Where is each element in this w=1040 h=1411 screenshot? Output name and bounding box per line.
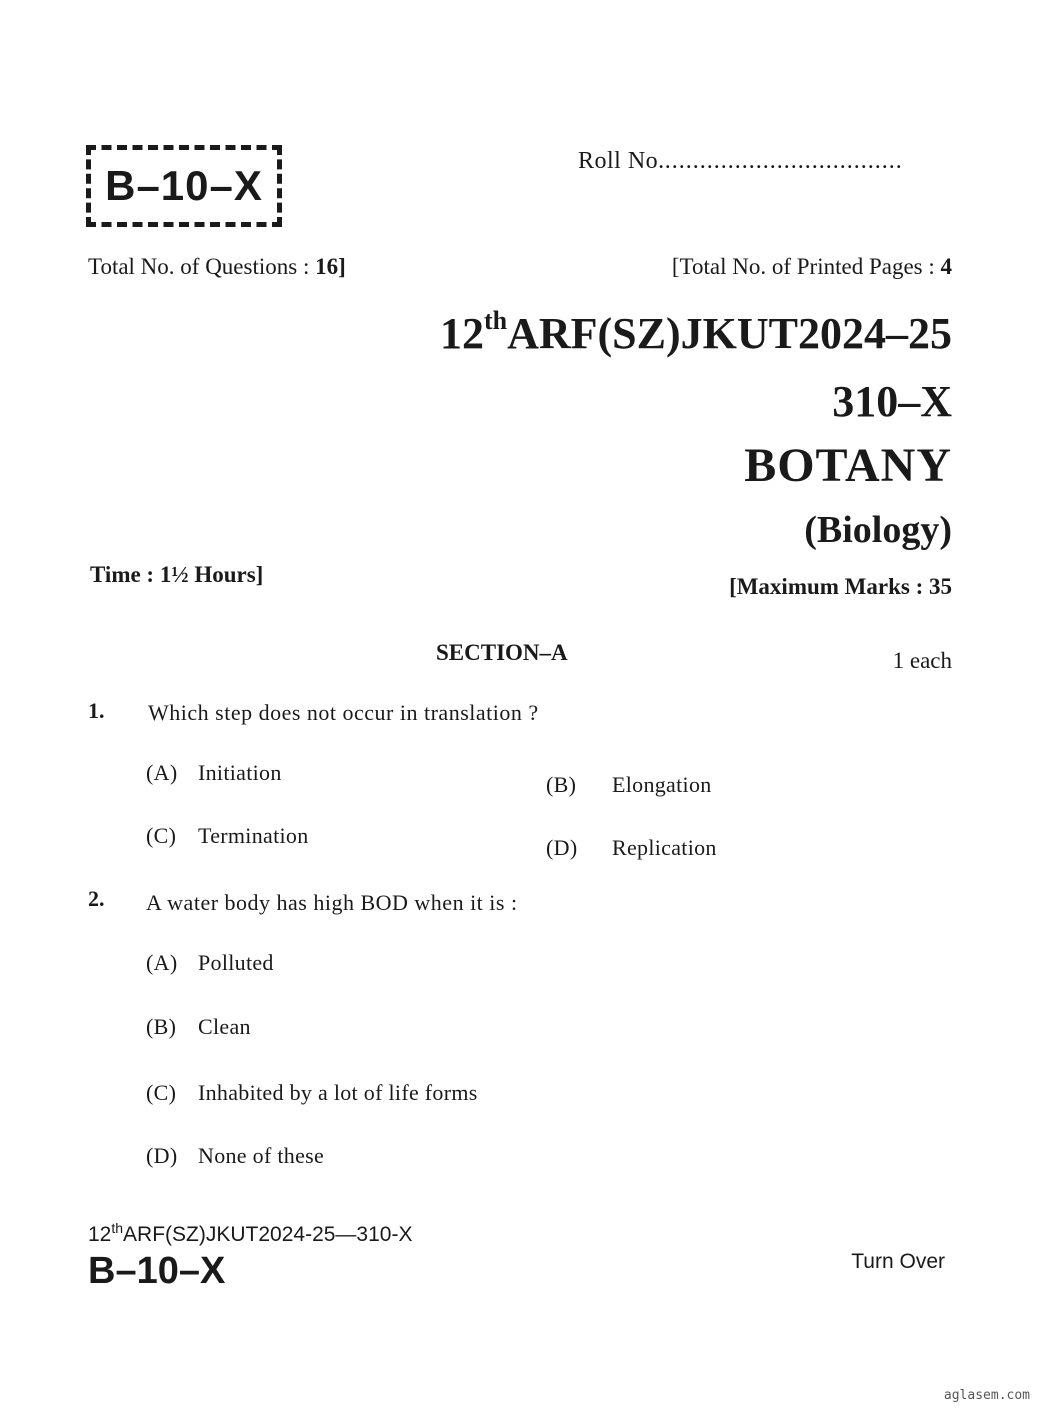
total-questions-label: Total No. of Questions : xyxy=(88,254,316,279)
turn-over-note: Turn Over xyxy=(851,1250,945,1273)
question-2-option-c: (C) Inhabited by a lot of life forms xyxy=(146,1080,478,1105)
sub-subject-title: (Biology) xyxy=(804,509,952,551)
question-2-text: A water body has high BOD when it is : xyxy=(146,890,518,915)
subject-title: BOTANY xyxy=(744,439,952,492)
question-2-number: 2. xyxy=(88,886,105,911)
paper-code: 310–X xyxy=(832,377,952,426)
question-2-option-d: (D) None of these xyxy=(146,1143,325,1168)
question-1-option-b: (B) Elongation xyxy=(546,772,712,797)
exam-code: 12thARF(SZ)JKUT2024–25 xyxy=(439,306,952,358)
paper-set-code-box xyxy=(86,145,282,227)
roll-dots: .................................. xyxy=(664,148,903,174)
footer-exam-code: 12thARF(SZ)JKUT2024-25—310-X xyxy=(88,1220,413,1246)
total-questions xyxy=(88,254,346,280)
question-2-option-a: (A) Polluted xyxy=(146,950,274,975)
question-1-option-c: (C) Termination xyxy=(146,823,309,848)
question-1-option-a: (A) Initiation xyxy=(146,760,282,785)
question-1-text: Which step does not occur in translation ? xyxy=(148,700,539,725)
watermark: aglasem.com xyxy=(943,1388,1030,1403)
total-pages-label: [Total No. of Printed Pages : xyxy=(671,254,941,279)
question-2-option-b: (B) Clean xyxy=(146,1014,251,1039)
question-1-number: 1. xyxy=(88,698,105,723)
total-pages xyxy=(672,254,952,280)
total-questions-value: 16] xyxy=(315,254,346,279)
paper-set-code: B–10–X xyxy=(105,162,263,209)
maximum-marks: [Maximum Marks : 35 xyxy=(729,574,952,599)
total-pages-value: 4 xyxy=(940,254,952,279)
roll-number-field xyxy=(578,148,903,175)
question-1-option-d: (D) Replication xyxy=(546,835,717,860)
section-marks: 1 each xyxy=(892,648,952,673)
time-allowed: Time : 1½ Hours] xyxy=(90,562,264,587)
section-title: SECTION–A xyxy=(436,640,568,665)
roll-label: Roll No. xyxy=(578,148,665,174)
footer-set-code: B–10–X xyxy=(88,1250,226,1292)
